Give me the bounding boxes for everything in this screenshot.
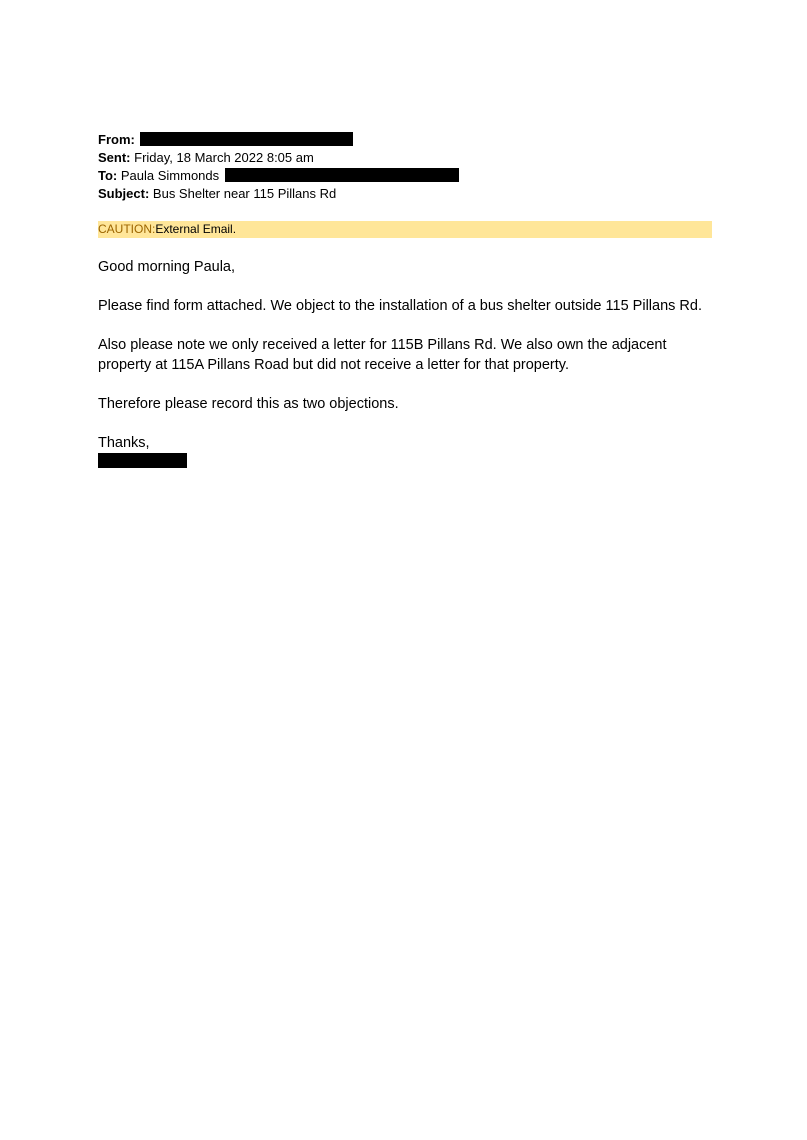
from-redaction [140,132,353,146]
to-line [98,167,712,185]
caution-tag: CAUTION: [98,222,156,236]
subject-label: Subject: [98,186,150,201]
sent-label: Sent: [98,150,131,165]
email-header [98,131,712,203]
from-label: From: [98,132,135,147]
subject-value: Bus Shelter near 115 Pillans Rd [152,186,337,201]
caution-text: External Email. [155,222,237,236]
greeting: Good morning Paula, [98,259,236,275]
signoff: Thanks, [98,435,150,451]
signature-redaction [98,453,187,468]
email-body [98,257,712,468]
to-label: To: [98,168,118,183]
paragraph-3: Therefore please record this as two objections. [98,396,399,412]
subject-line [98,185,712,203]
to-email-redaction [225,168,459,182]
sent-value: Friday, 18 March 2022 8:05 am [134,150,314,165]
to-value: Paula Simmonds [120,168,220,183]
sent-line [98,149,712,167]
paragraph-1: Please find form attached. We object to the installation of a bus shelter outside 115 Pillans Rd. [98,298,702,314]
caution-banner [98,221,712,238]
from-line [98,131,712,149]
paragraph-2: Also please note we only received a letter for 115B Pillans Rd. We also own the adjacent property at 115A Pillans Road but did not receive a letter for that property. [98,337,667,373]
